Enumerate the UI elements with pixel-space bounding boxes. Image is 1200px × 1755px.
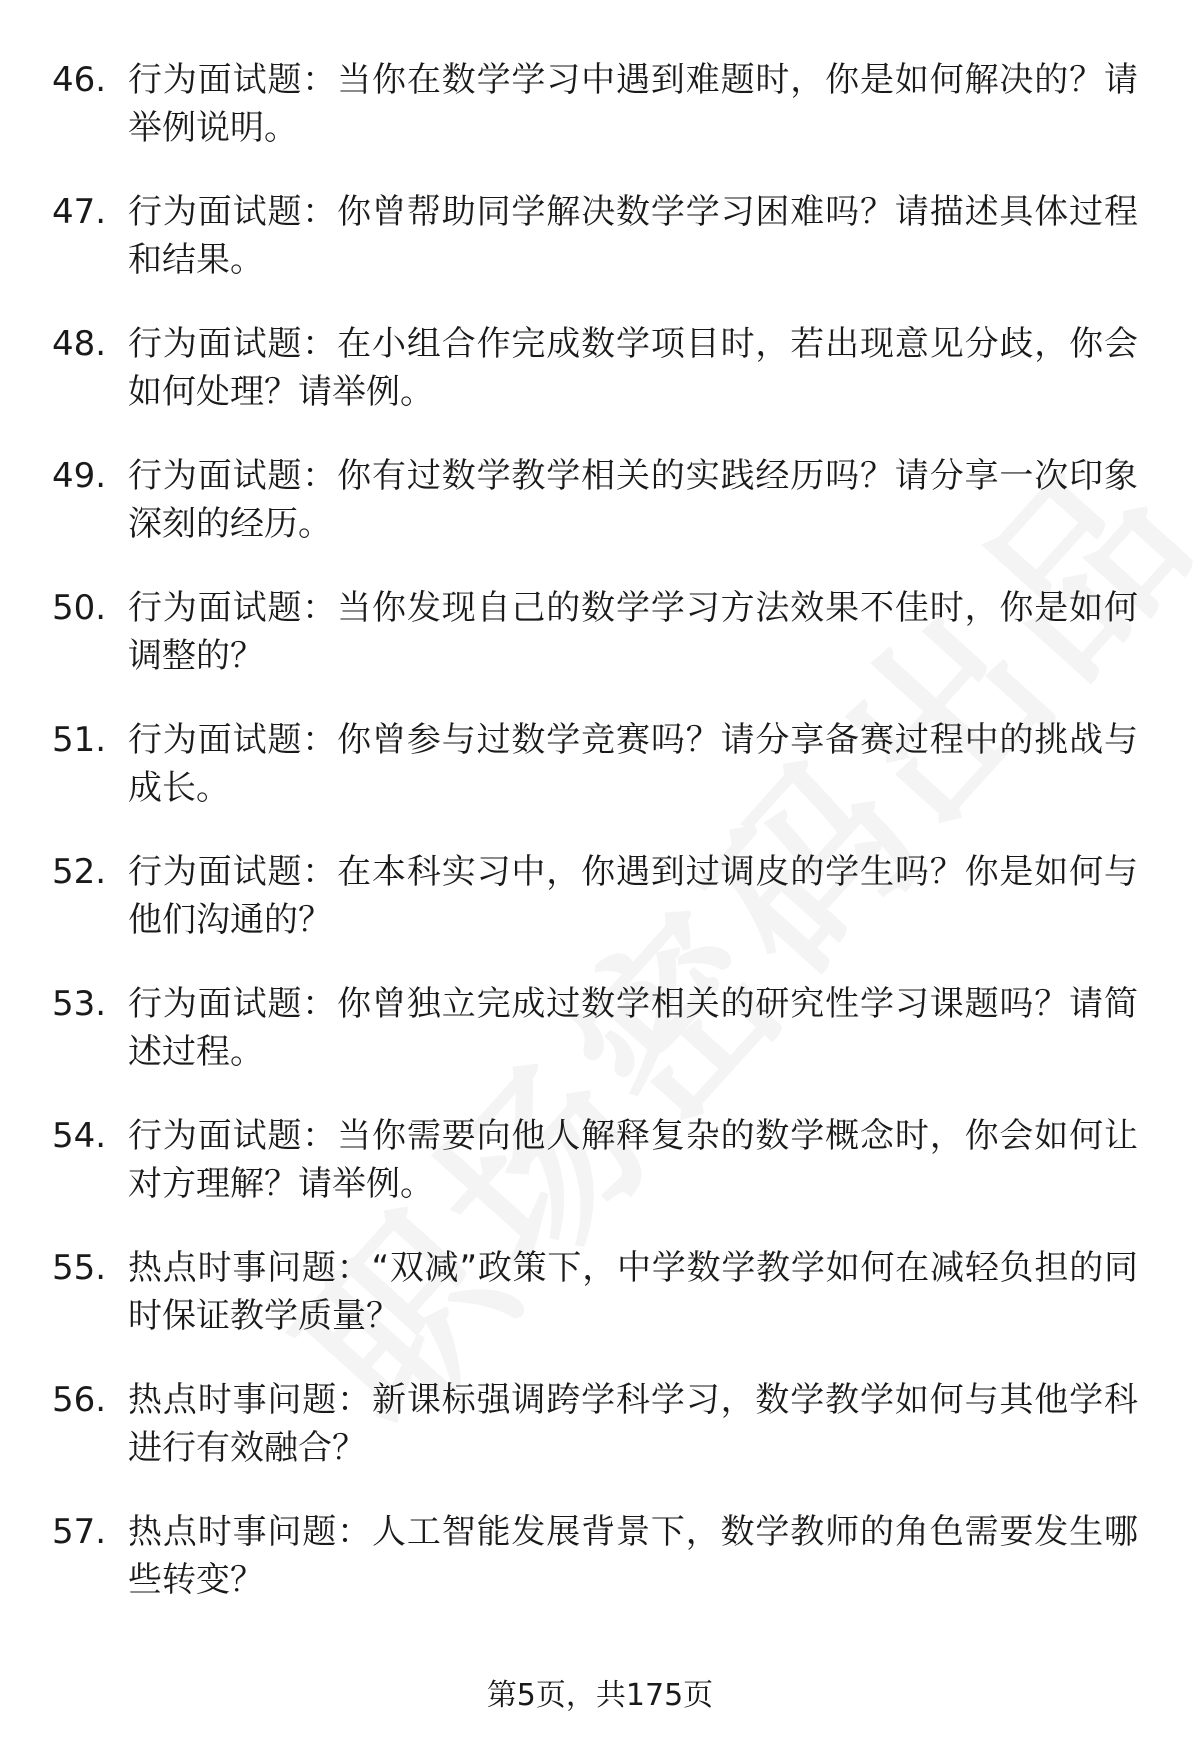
question-item	[0, 1244, 1200, 1376]
question-number: 55.	[52, 1248, 107, 1288]
question-item	[0, 452, 1200, 584]
question-number: 48.	[52, 324, 107, 364]
question-text: 行为面试题：你曾帮助同学解决数学学习困难吗？请描述具体过程和结果。	[128, 192, 1138, 280]
question-text: 热点时事问题：“双减”政策下，中学数学教学如何在减轻负担的同时保证教学质量？	[128, 1248, 1138, 1336]
question-text: 行为面试题：当你发现自己的数学学习方法效果不佳时，你是如何调整的？	[128, 588, 1138, 676]
question-item	[0, 848, 1200, 980]
question-number: 53.	[52, 984, 107, 1024]
question-number: 49.	[52, 456, 107, 496]
question-item	[0, 1112, 1200, 1244]
question-item	[0, 56, 1200, 188]
question-number: 51.	[52, 720, 107, 760]
question-text: 行为面试题：当你需要向他人解释复杂的数学概念时，你会如何让对方理解？请举例。	[128, 1116, 1138, 1204]
question-text: 行为面试题：在小组合作完成数学项目时，若出现意见分歧，你会如何处理？请举例。	[128, 324, 1138, 412]
question-item	[0, 980, 1200, 1112]
question-number: 47.	[52, 192, 107, 232]
question-text: 行为面试题：当你在数学学习中遇到难题时，你是如何解决的？请举例说明。	[128, 60, 1138, 148]
question-number: 52.	[52, 852, 107, 892]
question-text: 行为面试题：你曾独立完成过数学相关的研究性学习课题吗？请简述过程。	[128, 984, 1138, 1072]
question-number: 50.	[52, 588, 107, 628]
question-item	[0, 584, 1200, 716]
question-text: 热点时事问题：人工智能发展背景下，数学教师的角色需要发生哪些转变？	[128, 1512, 1138, 1600]
question-text: 热点时事问题：新课标强调跨学科学习，数学教学如何与其他学科进行有效融合？	[128, 1380, 1138, 1468]
question-text: 行为面试题：你曾参与过数学竞赛吗？请分享备赛过程中的挑战与成长。	[128, 720, 1138, 808]
question-number: 57.	[52, 1512, 107, 1552]
question-item	[0, 1508, 1200, 1640]
question-number: 54.	[52, 1116, 107, 1156]
question-text: 行为面试题：你有过数学教学相关的实践经历吗？请分享一次印象深刻的经历。	[128, 456, 1138, 544]
question-item	[0, 320, 1200, 452]
question-number: 46.	[52, 60, 107, 100]
page-footer: 第5页，共175页	[486, 1678, 714, 1713]
question-text: 行为面试题：在本科实习中，你遇到过调皮的学生吗？你是如何与他们沟通的？	[128, 852, 1138, 940]
question-list	[0, 56, 1200, 1640]
question-item	[0, 716, 1200, 848]
question-number: 56.	[52, 1380, 107, 1420]
question-item	[0, 188, 1200, 320]
question-item	[0, 1376, 1200, 1508]
